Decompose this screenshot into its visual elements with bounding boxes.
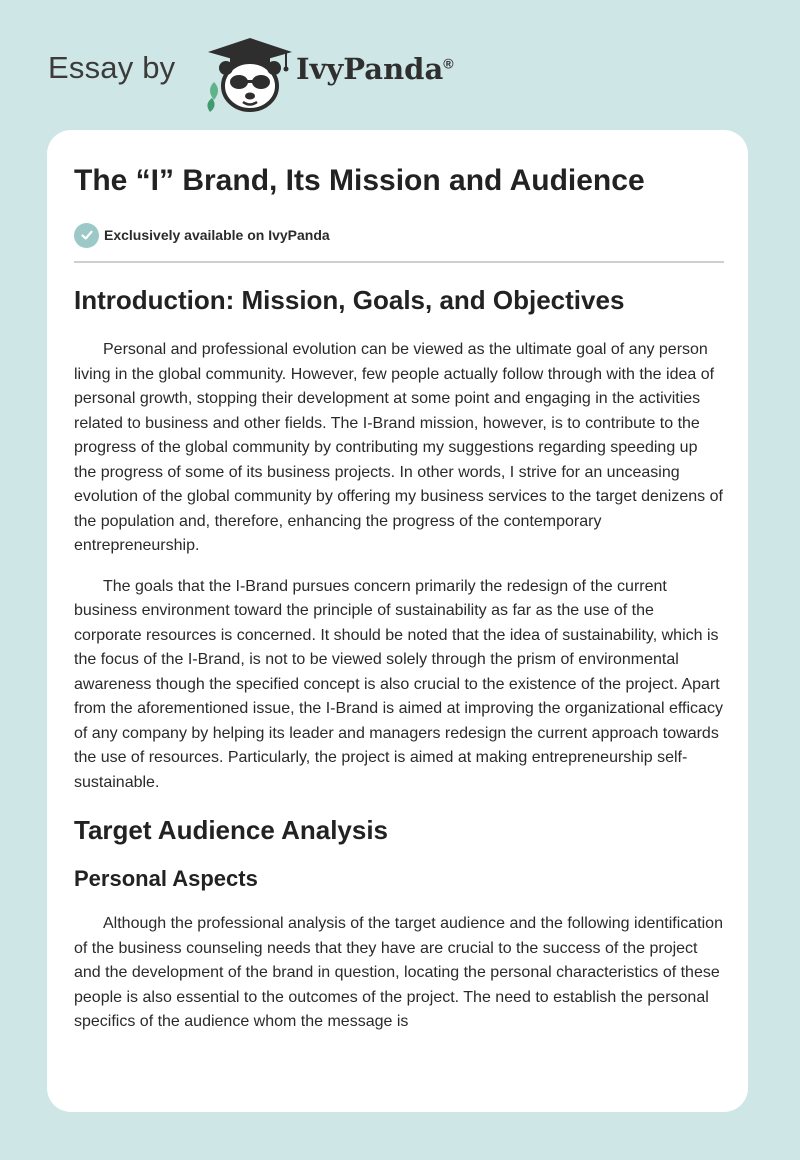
brand-name-text: IvyPanda (296, 52, 444, 86)
page-title: The “I” Brand, Its Mission and Audience (74, 164, 645, 197)
essay-card (47, 130, 748, 1112)
exclusive-badge (74, 222, 330, 248)
exclusive-badge-label: Exclusively available on IvyPanda (104, 227, 330, 243)
paragraph: The goals that the I-Brand pursues concern primarily the redesign of the current business environment toward the principle of sustainability as far as the use of the corporate resources is concerned. It should be noted that the idea of sustainability, which is the focus of the I-Brand, is not to be viewed solely through the prism of environmental awareness though the specified concept is also crucial to the existence of the project. Apart from the aforementioned issue, the I-Brand is aimed at improving the organizational efficacy of any company by helping its leader and managers redesign the current approach towards the use of resources. Particularly, the project is aimed at making entrepreneurship self-sustainable. (74, 577, 723, 791)
brand-name[interactable] (296, 52, 454, 86)
essay-by-label: Essay by (48, 50, 176, 85)
subsection-heading-personal-aspects: Personal Aspects (74, 866, 258, 891)
paragraph: Although the professional analysis of the target audience and the following identification of the business counseling needs that they have are crucial to the success of the project and the development of the brand in question, locating the personal characteristics of these people is also essential to the outcomes of the project. The need to establish the personal specifics of the audience whom the message is (74, 915, 723, 1030)
paragraph: Personal and professional evolution can be viewed as the ultimate goal of any person living in the global community. However, few people actually follow through with the idea of personal growth, stopping their development at some point and engaging in the activities related to business and other fields. The I-Brand mission, however, is to contribute to the progress of the global community by contributing my suggestions regarding speeding up the progress of some of its business projects. In other words, I strive for an unceasing evolution of the global community by offering my business services to the target denizens of the population and, therefore, enhancing the progress of the contemporary entrepreneurship. (74, 341, 723, 554)
panda-logo-icon[interactable] (200, 34, 300, 114)
title-divider (74, 261, 724, 263)
site-header (0, 0, 800, 130)
check-icon (74, 223, 99, 248)
section-heading-introduction: Introduction: Mission, Goals, and Objectives (74, 285, 625, 315)
section-heading-target-audience: Target Audience Analysis (74, 815, 389, 845)
registered-mark: ® (443, 55, 454, 72)
essay-body (74, 282, 724, 1035)
